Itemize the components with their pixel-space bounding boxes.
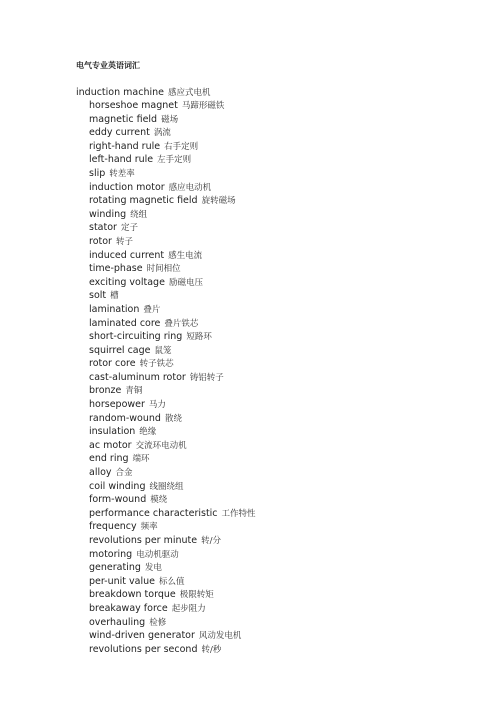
term-english: performance characteristic [89,507,218,519]
term-chinese: 励磁电压 [168,277,203,288]
term-entry [89,576,256,590]
term-chinese: 起步阻力 [171,603,206,614]
term-chinese: 铸铝转子 [189,372,224,383]
term-entry [89,277,256,291]
term-english: stator [89,222,117,234]
term-chinese: 感生电流 [168,250,203,261]
term-english: induction motor [89,181,165,193]
term-english: induced current [89,249,165,261]
term-chinese: 线圈绕组 [149,481,184,492]
term-chinese: 青铜 [125,386,143,397]
term-chinese: 转/秒 [201,644,222,655]
term-entry [89,562,256,576]
term-chinese: 定子 [120,223,138,234]
term-english: wind-driven generator [89,630,195,642]
term-english: induction machine [76,87,164,98]
term-chinese: 右手定则 [164,141,199,152]
term-english: ac motor [89,439,132,451]
term-entry [89,413,256,427]
term-entry [89,385,256,399]
term-entry [89,100,256,114]
term-english: rotating magnetic field [89,195,198,207]
term-entry [89,318,256,332]
term-chinese: 马蹄形磁铁 [181,101,225,111]
document-title: 电气专业英语词汇 [76,61,140,70]
term-english: lamination [89,303,140,315]
term-chinese: 短路环 [186,332,212,343]
term-chinese: 转/分 [201,536,221,546]
term-entry [76,87,211,99]
term-english: solt [89,290,107,302]
term-chinese: 散绕 [164,413,182,424]
term-english: revolutions per minute [89,535,198,546]
term-entry [89,141,256,155]
term-english: horsepower [89,399,145,411]
term-entry [89,535,256,549]
term-chinese: 转子铁芯 [139,359,174,370]
term-chinese: 叠片铁芯 [164,318,199,329]
term-chinese: 感应式电机 [167,88,211,98]
term-chinese: 时间相位 [146,264,181,275]
term-english: end ring [89,453,129,465]
term-english: slip [89,167,106,179]
term-english: magnetic field [89,113,158,125]
term-chinese: 鼠笼 [154,345,172,356]
term-english: short-circuiting ring [89,331,183,343]
term-entry [89,290,256,304]
term-chinese: 发电 [144,563,162,574]
term-chinese: 叠片 [143,304,161,315]
term-chinese: 绝缘 [139,427,157,438]
term-chinese: 端环 [132,454,150,465]
term-chinese: 转差率 [109,168,135,179]
term-english: horseshoe magnet [89,100,178,111]
term-entry [89,481,256,495]
term-entry [89,426,256,440]
term-chinese: 左手定则 [157,155,192,166]
term-english: breakdown torque [89,589,176,601]
term-english: eddy current [89,127,150,139]
term-chinese: 风动发电机 [198,631,242,642]
term-english: rotor [89,235,112,247]
term-entry [89,236,256,250]
term-english: form-wound [89,494,147,506]
term-entry [89,494,256,508]
term-english: overhauling [89,616,146,628]
term-chinese: 交流环电动机 [135,440,187,451]
term-entry [89,453,256,467]
term-english: rotor core [89,358,136,370]
term-english: time-phase [89,263,143,275]
term-english: motoring [89,548,133,560]
term-chinese: 模绕 [150,495,168,506]
term-chinese: 感应电动机 [168,182,212,193]
term-english: alloy [89,467,112,479]
term-entry [89,372,256,386]
term-entry [89,589,256,603]
term-chinese: 合金 [115,468,133,479]
term-english: winding [89,208,127,220]
term-english: random-wound [89,412,161,424]
term-chinese: 绕组 [130,209,148,220]
term-chinese: 标么值 [158,576,185,587]
term-entry [89,250,256,264]
term-english: squirrel cage [89,344,151,356]
term-english: insulation [89,426,136,438]
term-entry [89,263,256,277]
term-entry [89,154,256,168]
term-chinese: 马力 [148,400,166,411]
term-english: coil winding [89,480,146,492]
term-entry [89,508,256,522]
term-english: breakaway force [89,602,168,614]
term-entry [89,304,256,318]
term-entry [89,209,256,223]
term-chinese: 转子 [115,236,133,247]
term-entry [89,521,256,535]
term-entry [89,168,256,182]
term-chinese: 检修 [149,617,167,628]
term-english: exciting voltage [89,276,165,288]
term-english: left-hand rule [89,154,154,166]
term-chinese: 磁场 [161,114,179,125]
term-english: generating [89,562,141,574]
term-list [89,100,256,657]
term-entry [89,630,256,644]
term-english: frequency [89,521,137,533]
term-entry [89,358,256,372]
term-chinese: 极限转矩 [179,590,214,601]
term-entry [89,603,256,617]
term-entry [89,440,256,454]
term-chinese: 涡流 [153,128,171,139]
term-chinese: 频率 [140,522,158,533]
term-entry [89,467,256,481]
term-english: laminated core [89,317,161,329]
term-entry [89,331,256,345]
term-entry [89,549,256,563]
term-entry [89,222,256,236]
term-entry [89,127,256,141]
term-entry [89,182,256,196]
term-english: right-hand rule [89,140,161,152]
term-english: cast-aluminum rotor [89,371,186,383]
term-english: revolutions per second [89,643,198,655]
term-entry [89,617,256,631]
term-chinese: 旋转磁场 [201,196,236,207]
term-english: bronze [89,385,122,397]
term-chinese: 电动机驱动 [136,549,179,560]
term-entry [89,399,256,413]
term-entry [89,195,256,209]
term-chinese: 槽 [110,291,119,302]
term-english: per-unit value [89,575,155,587]
term-chinese: 工作特性 [221,508,256,519]
term-entry [89,644,256,658]
term-entry [89,114,256,128]
term-entry [89,345,256,359]
